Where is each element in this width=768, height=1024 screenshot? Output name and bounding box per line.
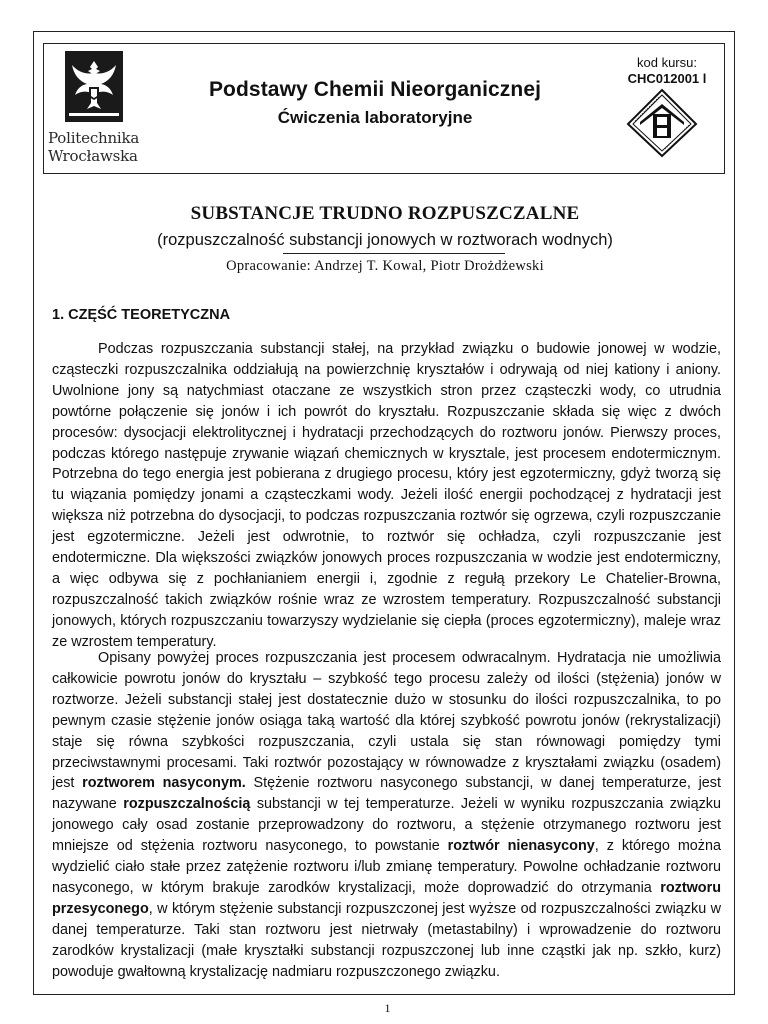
- course-subtitle: Ćwiczenia laboratoryjne: [277, 108, 473, 127]
- eagle-emblem-icon: [65, 51, 123, 122]
- document-subtitle: (rozpuszczalność substancji jonowych w roztworach wodnych): [157, 231, 613, 249]
- paragraph-1: Podczas rozpuszczania substancji stałej, na przykład związku o budowie jonowej w wodzie, cząsteczki rozpuszczalnika oddziałują na powierzchnię kryształów i odrywają od niej kationy i aniony. Uwolnione jony są natychmiast otaczane ze wszystkich stron przez cząsteczki wody, co utrudnia powtórne połączenie się jonów i ich powrót do kryształu. Rozpuszczanie składa się więc z dwóch procesów: dysocjacji elektrolitycznej i hydratacji przechodzących do roztworu jonów. Pierwszy proces, podczas którego następuje zrywanie wiązań chemicznych w krysztale, jest procesem endotermicznym. Potrzebna do tego energia jest pobierana z drugiego procesu, który jest egzotermiczny, gdyż tworzą się tu wiązania pomiędzy jonami a cząsteczkami wody. Jeżeli ilość energii pochodzącej z hydratacji jest większa niż potrzebna do dysocjacji, to podczas rozpuszczania roztwór się ogrzewa, czyli rozpuszczanie jest egzotermiczne. Jeżeli jest odwrotnie, to roztwór się ochładza, czyli rozpuszczanie jest endotermiczne. Dla większości związków jonowych proces rozpuszczania w wodzie jest endotermiczny, a więc odbywa się z pochłanianiem energii i, zgodnie z regułą przekory Le Chatelier-Browna, rozpuszczalność takich związków rośnie wraz ze wzrostem temperatury. Rozpuszczalność substancji jonowych, których rozpuszczaniu towarzyszy wydzielanie się ciepła (proces egzotermiczny), maleje wraz ze wzrostem temperatury.: [52, 341, 721, 650]
- course-title: Podstawy Chemii Nieorganicznej: [208, 78, 542, 101]
- paragraph-2-text-1: Opisany powyżej proces rozpuszczania jest procesem odwracalnym. Hydratacja nie umożliwia całkowicie powrotu jonów do kryształu – szybkość tego procesu zależy od ilości (stężenia) jonów w roztworze. Jeżeli substancji stałej jest dostatecznie dużo w stosunku do ilości rozpuszczalnika, to po pewnym czasie stężenie jonów osiąga taką wartość dla której szybkość powrotu jonów (rekrystalizacji) staje się równa szybkości rozpuszczania, czyli ustala się stan równowagi pomiędzy tymi przeciwstawnymi procesami. Taki roztwór pozostający w równowadze z kryształami związku (osadem) jest: [52, 650, 721, 792]
- title-underline: [283, 253, 505, 254]
- page-number: 1: [384, 1001, 391, 1015]
- course-code-label: kod kursu:: [637, 55, 697, 70]
- paragraph-2-text-4: , z którego można wydzielić ciało stałe przez zatężenie roztworu i/lub zmianę temperatury. Powolne ochładzanie roztworu nasyconego, w którym brakuje zarodków krystalizacji, może doprowadzić do otrzymania: [52, 838, 722, 896]
- term-supersaturated-solution: roztworu przesyconego: [52, 879, 721, 917]
- university-logo: [48, 49, 140, 173]
- paragraph-2: [52, 648, 721, 983]
- section-heading: 1. CZĘŚĆ TEORETYCZNA: [52, 307, 231, 323]
- institution-name: [48, 129, 140, 165]
- term-solubility: rozpuszczalnością: [123, 796, 251, 813]
- institution-line-1: Politechnika: [48, 129, 140, 147]
- institution-line-2: Wrocławska: [48, 147, 138, 165]
- paragraph-2-text-5: , w którym stężenie substancji rozpuszczonej jest wyższe od rozpuszczalności związku w danej temperaturze. Taki stan roztworu jest nietrwały (metastabilny) i wprowadzenie do roztworu zarodków krystalizacji (małe kryształki substancji rozpuszczonej lub inne cząstki jak np. szkło, kurz) powoduje gwałtowną krystalizację nadmiaru rozpuszczonego związku.: [52, 900, 721, 980]
- term-unsaturated-solution: roztwór nienasycony: [447, 838, 595, 855]
- paragraph-2-text-3: substancji w tej temperaturze. Jeżeli w wyniku rozpuszczania związku jonowego cały osad zostanie przeprowadzony do roztworu, a stężenie otrzymanego roztworu jest mniejsze od stężenia roztworu nasyconego, to powstanie: [52, 796, 721, 855]
- course-code: CHC012001 l: [627, 71, 707, 86]
- department-stamp-icon: [626, 88, 698, 158]
- document-authors: Opracowanie: Andrzej T. Kowal, Piotr Drożdżewski: [226, 258, 544, 274]
- term-saturated-solution: roztworem nasyconym.: [82, 775, 246, 792]
- paragraph-2-text-2: Stężenie roztworu nasyconego substancji, w danej temperaturze, jest nazywane: [52, 775, 721, 813]
- document-title: SUBSTANCJE TRUDNO ROZPUSZCZALNE: [190, 203, 580, 224]
